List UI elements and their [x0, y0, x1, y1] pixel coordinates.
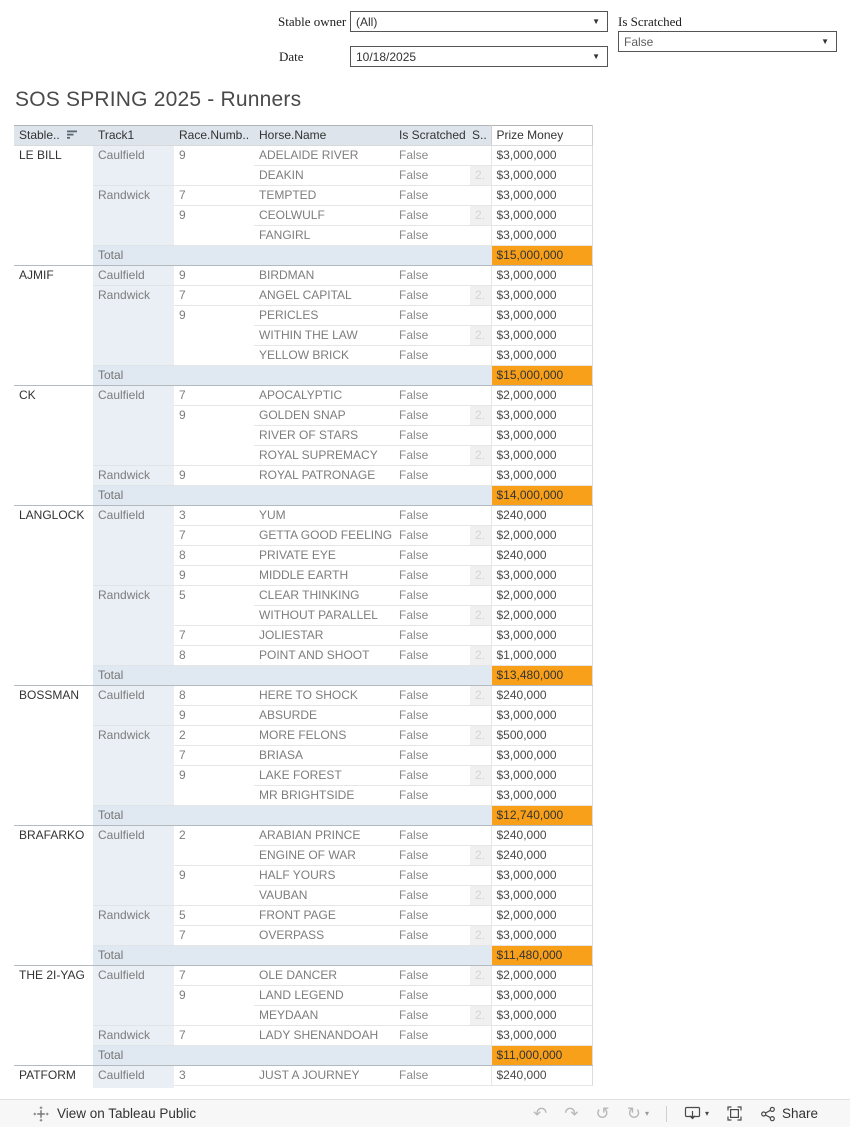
prize-money-cell[interactable]: $2,000,000 — [491, 586, 592, 606]
table-row — [14, 286, 592, 306]
s-cell[interactable]: 2. — [470, 926, 491, 946]
s-cell[interactable] — [470, 746, 491, 766]
race-number-cell[interactable]: 9 — [174, 206, 254, 246]
race-number-cell[interactable]: 7 — [174, 926, 254, 946]
stable-owner-cell[interactable]: BRAFARKO — [14, 826, 93, 966]
is-scratched-cell[interactable]: False — [394, 286, 470, 306]
is-scratched-cell[interactable]: False — [394, 1066, 470, 1086]
prize-money-cell[interactable]: $3,000,000 — [491, 346, 592, 366]
s-cell[interactable] — [470, 306, 491, 326]
is-scratched-cell[interactable]: False — [394, 386, 470, 406]
is-scratched-cell[interactable]: False — [394, 546, 470, 566]
stable-owner-cell[interactable]: BOSSMAN — [14, 686, 93, 826]
horse-name-cell[interactable]: LAND LEGEND — [254, 986, 394, 1006]
s-cell[interactable] — [470, 626, 491, 646]
s-cell[interactable] — [470, 866, 491, 886]
column-header-prize-money[interactable]: Prize Money — [491, 126, 592, 146]
prize-money-cell[interactable]: $2,000,000 — [491, 966, 592, 986]
race-number-cell[interactable]: 9 — [174, 466, 254, 486]
is-scratched-cell[interactable]: False — [394, 506, 470, 526]
s-cell[interactable]: 2. — [470, 206, 491, 226]
is-scratched-cell[interactable]: False — [394, 406, 470, 426]
race-number-cell[interactable]: 2 — [174, 826, 254, 866]
column-header-is-scratched[interactable]: Is Scratched — [394, 126, 470, 146]
reset-button[interactable]: ↺ — [595, 1103, 610, 1124]
prize-money-cell[interactable]: $3,000,000 — [491, 166, 592, 186]
s-cell[interactable]: 2. — [470, 446, 491, 466]
race-number-cell[interactable]: 9 — [174, 706, 254, 726]
s-cell[interactable] — [470, 826, 491, 846]
prize-money-cell[interactable]: $3,000,000 — [491, 326, 592, 346]
is-scratched-cell[interactable]: False — [394, 846, 470, 866]
total-prize-cell[interactable]: $11,480,000 — [491, 946, 592, 966]
s-cell[interactable]: 2. — [470, 1006, 491, 1026]
is-scratched-cell[interactable]: False — [394, 606, 470, 626]
track-cell[interactable]: Randwick — [93, 466, 174, 486]
horse-name-cell[interactable]: RIVER OF STARS — [254, 426, 394, 446]
horse-name-cell[interactable]: FANGIRL — [254, 226, 394, 246]
race-number-cell[interactable]: 7 — [174, 526, 254, 546]
horse-name-cell[interactable]: MORE FELONS — [254, 726, 394, 746]
total-row — [14, 1046, 592, 1066]
race-number-cell[interactable]: 7 — [174, 1026, 254, 1046]
is-scratched-cell[interactable]: False — [394, 706, 470, 726]
race-number-cell[interactable]: 9 — [174, 146, 254, 186]
prize-money-cell[interactable]: $3,000,000 — [491, 1006, 592, 1026]
race-number-cell[interactable]: 7 — [174, 626, 254, 646]
track-cell[interactable]: Caulfield — [93, 266, 174, 286]
share-icon — [760, 1106, 776, 1122]
total-row — [14, 946, 592, 966]
table-row — [14, 686, 592, 706]
horse-name-cell[interactable]: BRIASA — [254, 746, 394, 766]
is-scratched-cell[interactable]: False — [394, 926, 470, 946]
total-row — [14, 806, 592, 826]
table-row — [14, 466, 592, 486]
total-row — [14, 366, 592, 386]
s-cell[interactable]: 2. — [470, 526, 491, 546]
horse-name-cell[interactable]: LADY SHENANDOAH — [254, 1026, 394, 1046]
s-cell[interactable]: 2. — [470, 406, 491, 426]
view-on-tableau-public-label: View on Tableau Public — [57, 1106, 197, 1121]
runners-table-container — [14, 125, 593, 1088]
horse-name-cell[interactable]: PERICLES — [254, 306, 394, 326]
is-scratched-cell[interactable]: False — [394, 526, 470, 546]
total-row — [14, 246, 592, 266]
horse-name-cell[interactable]: CEOLWULF — [254, 206, 394, 226]
total-label-cell[interactable]: Total — [93, 946, 491, 966]
total-prize-cell[interactable]: $14,000,000 — [491, 486, 592, 506]
total-label-cell[interactable]: Total — [93, 486, 491, 506]
undo-button[interactable]: ↶ — [532, 1103, 548, 1124]
tableau-toolbar — [0, 1099, 850, 1127]
prize-money-cell[interactable]: $240,000 — [491, 1066, 592, 1086]
prize-cell[interactable] — [491, 1086, 592, 1089]
s-cell[interactable]: 2. — [470, 846, 491, 866]
s-cell[interactable] — [470, 706, 491, 726]
toolbar-divider — [666, 1106, 667, 1122]
race-number-cell[interactable]: 5 — [174, 906, 254, 926]
horse-name-cell[interactable]: PRIVATE EYE — [254, 546, 394, 566]
redo-button[interactable]: ↷ — [564, 1103, 579, 1124]
table-row — [14, 586, 592, 606]
s-cell[interactable] — [470, 586, 491, 606]
is-scratched-cell[interactable]: False — [394, 466, 470, 486]
prize-money-cell[interactable]: $1,000,000 — [491, 646, 592, 666]
horse-name-cell[interactable]: YUM — [254, 506, 394, 526]
table-row — [14, 726, 592, 746]
table-row — [14, 1026, 592, 1046]
is-scratched-cell[interactable]: False — [394, 326, 470, 346]
horse-name-cell[interactable]: ROYAL PATRONAGE — [254, 466, 394, 486]
horse-name-cell[interactable]: ROYAL SUPREMACY — [254, 446, 394, 466]
prize-money-cell[interactable]: $2,000,000 — [491, 906, 592, 926]
column-header-stable[interactable]: Stable.. — [14, 126, 93, 146]
is-scratched-cell[interactable]: False — [394, 986, 470, 1006]
horse-name-cell[interactable]: GETTA GOOD FEELING — [254, 526, 394, 546]
s-cell[interactable]: 2. — [470, 286, 491, 306]
column-header-horse-name[interactable]: Horse.Name — [254, 126, 394, 146]
is-scratched-cell[interactable]: False — [394, 1026, 470, 1046]
caret-down-icon: ▼ — [821, 37, 829, 46]
tableau-logo-icon — [33, 1106, 49, 1122]
s-cell[interactable]: 2. — [470, 886, 491, 906]
s-cell[interactable] — [470, 546, 491, 566]
download-button[interactable] — [684, 1105, 709, 1122]
prize-money-cell[interactable]: $3,000,000 — [491, 886, 592, 906]
s-cell[interactable]: 2. — [470, 646, 491, 666]
s-cell[interactable]: 2. — [470, 726, 491, 746]
s-cell[interactable]: 2. — [470, 326, 491, 346]
is-scratched-cell[interactable]: False — [394, 726, 470, 746]
prize-money-cell[interactable]: $3,000,000 — [491, 406, 592, 426]
prize-money-cell[interactable]: $3,000,000 — [491, 746, 592, 766]
is-scratched-cell[interactable]: False — [394, 966, 470, 986]
s-cell[interactable] — [470, 506, 491, 526]
s-cell[interactable] — [470, 146, 491, 166]
table-row — [14, 506, 592, 526]
caret-down-icon: ▼ — [592, 52, 600, 61]
total-prize-cell[interactable]: $15,000,000 — [491, 366, 592, 386]
horse-name-cell[interactable]: HERE TO SHOCK — [254, 686, 394, 706]
total-label-cell[interactable]: Total — [93, 246, 491, 266]
s-cell[interactable]: 2. — [470, 606, 491, 626]
track-cell[interactable]: Caulfield — [93, 826, 174, 906]
table-header-row — [14, 126, 592, 146]
total-prize-cell[interactable]: $13,480,000 — [491, 666, 592, 686]
total-label-cell[interactable]: Total — [93, 366, 491, 386]
is-scratched-cell[interactable]: False — [394, 626, 470, 646]
is-scratched-cell[interactable]: False — [394, 766, 470, 786]
s-cell[interactable] — [470, 426, 491, 446]
race-number-cell[interactable]: 9 — [174, 406, 254, 466]
total-prize-cell[interactable]: $12,740,000 — [491, 806, 592, 826]
race-number-cell[interactable]: 9 — [174, 306, 254, 366]
s-cell[interactable] — [470, 466, 491, 486]
track-cell[interactable]: Randwick — [93, 186, 174, 246]
horse-name-cell[interactable]: VAUBAN — [254, 886, 394, 906]
is-scratched-cell[interactable]: False — [394, 146, 470, 166]
prize-money-cell[interactable]: $500,000 — [491, 726, 592, 746]
horse-name-cell[interactable]: LAKE FOREST — [254, 766, 394, 786]
horse-name-cell[interactable]: ENGINE OF WAR — [254, 846, 394, 866]
track-cell[interactable]: Caulfield — [93, 146, 174, 186]
prize-money-cell[interactable]: $2,000,000 — [491, 386, 592, 406]
horse-name-cell[interactable]: FRONT PAGE — [254, 906, 394, 926]
sort-descending-icon[interactable] — [66, 129, 78, 140]
stable-owner-cell[interactable]: AJMIF — [14, 266, 93, 386]
horse-name-cell[interactable]: GOLDEN SNAP — [254, 406, 394, 426]
prize-money-cell[interactable]: $3,000,000 — [491, 426, 592, 446]
horse-name-cell[interactable]: CLEAR THINKING — [254, 586, 394, 606]
race-number-cell[interactable]: 3 — [174, 1066, 254, 1086]
total-row — [14, 486, 592, 506]
s-cell[interactable] — [470, 266, 491, 286]
s-cell[interactable]: 2. — [470, 766, 491, 786]
horse-name-cell[interactable]: JOLIESTAR — [254, 626, 394, 646]
prize-money-cell[interactable]: $2,000,000 — [491, 526, 592, 546]
stable-owner-cell[interactable]: LE BILL — [14, 146, 93, 266]
track-cell[interactable]: Randwick — [93, 286, 174, 366]
stable-owner-cell[interactable]: LANGLOCK — [14, 506, 93, 686]
refresh-icon: ↻ — [626, 1103, 641, 1124]
total-row — [14, 666, 592, 686]
total-label-cell[interactable]: Total — [93, 1046, 491, 1066]
track-cell[interactable]: Caulfield — [93, 966, 174, 1026]
track-cell[interactable]: Caulfield — [93, 386, 174, 466]
race-number-cell[interactable]: 7 — [174, 966, 254, 986]
race-number-cell[interactable]: 7 — [174, 286, 254, 306]
prize-money-cell[interactable]: $3,000,000 — [491, 226, 592, 246]
stable-owner-filter-value: (All) — [356, 14, 378, 29]
race-number-cell[interactable]: 9 — [174, 266, 254, 286]
race-number-cell[interactable]: 8 — [174, 646, 254, 666]
race-number-cell[interactable]: 7 — [174, 746, 254, 766]
prize-money-cell[interactable]: $3,000,000 — [491, 146, 592, 166]
total-label-cell[interactable]: Total — [93, 666, 491, 686]
race-number-cell[interactable]: 7 — [174, 186, 254, 206]
page-title: SOS SPRING 2025 - Runners — [15, 88, 302, 111]
race-number-cell[interactable]: 7 — [174, 386, 254, 406]
prize-money-cell[interactable]: $240,000 — [491, 826, 592, 846]
total-prize-cell[interactable]: $11,000,000 — [491, 1046, 592, 1066]
horse-name-cell[interactable]: HALF YOURS — [254, 866, 394, 886]
download-icon — [684, 1105, 701, 1122]
stable-owner-filter-dropdown[interactable] — [350, 11, 608, 32]
horse-name-cell[interactable]: APOCALYPTIC — [254, 386, 394, 406]
s-cell[interactable] — [470, 186, 491, 206]
is-scratched-cell[interactable]: False — [394, 306, 470, 326]
is-scratched-filter-dropdown[interactable] — [618, 31, 837, 52]
is-scratched-cell[interactable]: False — [394, 566, 470, 586]
track-cell[interactable]: Randwick — [93, 586, 174, 666]
s-cell[interactable] — [470, 346, 491, 366]
is-scratched-cell[interactable]: False — [394, 906, 470, 926]
prize-money-cell[interactable]: $2,000,000 — [491, 606, 592, 626]
table-row — [14, 186, 592, 206]
track-cell[interactable]: Randwick — [93, 726, 174, 806]
horse-name-cell[interactable]: DEAKIN — [254, 166, 394, 186]
prize-money-cell[interactable]: $3,000,000 — [491, 986, 592, 1006]
date-filter-dropdown[interactable] — [350, 46, 608, 67]
prize-money-cell[interactable]: $240,000 — [491, 546, 592, 566]
is-scratched-cell[interactable]: False — [394, 446, 470, 466]
is-scratched-cell[interactable]: False — [394, 426, 470, 446]
prize-money-cell[interactable]: $3,000,000 — [491, 306, 592, 326]
table-row — [14, 826, 592, 846]
is-scratched-cell[interactable]: False — [394, 686, 470, 706]
caret-down-icon[interactable]: ▾ — [704, 1109, 709, 1118]
prize-money-cell[interactable]: $3,000,000 — [491, 786, 592, 806]
is-scratched-cell[interactable]: False — [394, 226, 470, 246]
stable-owner-cell[interactable]: PATFORM — [14, 1066, 93, 1089]
track-cell[interactable]: Randwick — [93, 1026, 174, 1046]
caret-down-icon: ▼ — [592, 17, 600, 26]
horse-name-cell[interactable]: YELLOW BRICK — [254, 346, 394, 366]
is-scratched-cell[interactable]: False — [394, 866, 470, 886]
share-label: Share — [781, 1106, 818, 1121]
race-number-cell[interactable]: 5 — [174, 586, 254, 626]
s-cell[interactable] — [470, 386, 491, 406]
horse-name-cell[interactable]: ABSURDE — [254, 706, 394, 726]
race-cell[interactable] — [174, 1086, 254, 1089]
is-scratched-cell[interactable]: False — [394, 266, 470, 286]
is-scratched-cell[interactable]: False — [394, 166, 470, 186]
horse-name-cell[interactable]: POINT AND SHOOT — [254, 646, 394, 666]
track-cell[interactable]: Caulfield — [93, 1066, 174, 1089]
s-cell[interactable]: 2. — [470, 686, 491, 706]
date-filter-label: Date — [279, 49, 304, 64]
s-cell[interactable] — [470, 1026, 491, 1046]
horse-name-cell[interactable]: ANGEL CAPITAL — [254, 286, 394, 306]
race-number-cell[interactable]: 8 — [174, 546, 254, 566]
prize-money-cell[interactable]: $3,000,000 — [491, 706, 592, 726]
table-row — [14, 146, 592, 166]
column-header-race-number[interactable]: Race.Numb.. — [174, 126, 254, 146]
race-number-cell[interactable]: 9 — [174, 566, 254, 586]
table-row — [14, 266, 592, 286]
track-cell[interactable]: Randwick — [93, 906, 174, 946]
refresh-button[interactable] — [626, 1103, 649, 1124]
column-header-s[interactable]: S.. — [470, 126, 491, 146]
prize-money-cell[interactable]: $240,000 — [491, 686, 592, 706]
horse-name-cell[interactable]: MEYDAAN — [254, 1006, 394, 1026]
prize-money-cell[interactable]: $3,000,000 — [491, 266, 592, 286]
prize-money-cell[interactable]: $3,000,000 — [491, 926, 592, 946]
prize-money-cell[interactable]: $3,000,000 — [491, 466, 592, 486]
horse-cell[interactable] — [254, 1086, 394, 1089]
is-scratched-cell[interactable]: False — [394, 206, 470, 226]
prize-money-cell[interactable]: $3,000,000 — [491, 766, 592, 786]
is-scratched-cell[interactable]: False — [394, 786, 470, 806]
table-row — [14, 386, 592, 406]
is-scratched-cell[interactable]: False — [394, 746, 470, 766]
s-cell[interactable] — [470, 986, 491, 1006]
is-scratched-cell[interactable]: False — [394, 346, 470, 366]
race-number-cell[interactable]: 8 — [174, 686, 254, 706]
table-row — [14, 1066, 592, 1086]
s-cell[interactable] — [470, 1066, 491, 1086]
prize-money-cell[interactable]: $3,000,000 — [491, 186, 592, 206]
horse-name-cell[interactable]: MIDDLE EARTH — [254, 566, 394, 586]
prize-money-cell[interactable]: $3,000,000 — [491, 446, 592, 466]
s-cell[interactable]: 2. — [470, 166, 491, 186]
runners-table — [14, 125, 593, 1088]
prize-money-cell[interactable]: $240,000 — [491, 846, 592, 866]
fullscreen-button[interactable] — [726, 1105, 743, 1122]
stable-owner-filter-label: Stable owner — [278, 14, 347, 29]
prize-money-cell[interactable]: $3,000,000 — [491, 866, 592, 886]
prize-money-cell[interactable]: $3,000,000 — [491, 566, 592, 586]
prize-money-cell[interactable]: $3,000,000 — [491, 206, 592, 226]
is-scratched-cell[interactable]: False — [394, 586, 470, 606]
prize-money-cell[interactable]: $240,000 — [491, 506, 592, 526]
column-header-track[interactable]: Track1 — [93, 126, 174, 146]
is-scratched-cell[interactable]: False — [394, 646, 470, 666]
horse-name-cell[interactable]: TEMPTED — [254, 186, 394, 206]
prize-money-cell[interactable]: $3,000,000 — [491, 286, 592, 306]
track-cell[interactable]: Caulfield — [93, 686, 174, 726]
horse-name-cell[interactable]: OVERPASS — [254, 926, 394, 946]
s-cell[interactable] — [470, 906, 491, 926]
horse-name-cell[interactable]: ADELAIDE RIVER — [254, 146, 394, 166]
date-filter-value: 10/18/2025 — [356, 49, 417, 64]
is-scratched-cell[interactable]: False — [394, 186, 470, 206]
prize-money-cell[interactable]: $3,000,000 — [491, 1026, 592, 1046]
is-scratched-cell[interactable]: False — [394, 1006, 470, 1026]
s-cell[interactable] — [470, 226, 491, 246]
table-row — [14, 906, 592, 926]
s-cell[interactable]: 2. — [470, 966, 491, 986]
race-number-cell[interactable]: 9 — [174, 866, 254, 906]
race-number-cell[interactable]: 3 — [174, 506, 254, 526]
horse-name-cell[interactable]: ARABIAN PRINCE — [254, 826, 394, 846]
horse-name-cell[interactable]: WITHOUT PARALLEL — [254, 606, 394, 626]
is-scratched-cell[interactable]: False — [394, 886, 470, 906]
horse-name-cell[interactable]: JUST A JOURNEY — [254, 1066, 394, 1086]
total-prize-cell[interactable]: $15,000,000 — [491, 246, 592, 266]
table-row — [14, 966, 592, 986]
is-scratched-filter-value: False — [624, 34, 654, 49]
s-cell[interactable]: 2. — [470, 566, 491, 586]
is-scratched-filter-label: Is Scratched — [618, 14, 682, 29]
stable-owner-cell[interactable]: CK — [14, 386, 93, 506]
race-number-cell[interactable]: 9 — [174, 986, 254, 1026]
share-button[interactable] — [760, 1106, 818, 1122]
race-number-cell[interactable]: 2 — [174, 726, 254, 746]
race-number-cell[interactable]: 9 — [174, 766, 254, 806]
scratched-cell[interactable] — [394, 1086, 470, 1089]
horse-name-cell[interactable]: WITHIN THE LAW — [254, 326, 394, 346]
is-scratched-cell[interactable]: False — [394, 826, 470, 846]
caret-down-icon[interactable]: ▾ — [644, 1109, 649, 1118]
s-cell[interactable] — [470, 1086, 491, 1089]
stable-owner-cell[interactable]: THE 2I-YAG — [14, 966, 93, 1066]
s-cell[interactable] — [470, 786, 491, 806]
track-cell[interactable]: Caulfield — [93, 506, 174, 586]
horse-name-cell[interactable]: MR BRIGHTSIDE — [254, 786, 394, 806]
total-label-cell[interactable]: Total — [93, 806, 491, 826]
view-on-tableau-public-button[interactable] — [33, 1106, 196, 1122]
horse-name-cell[interactable]: BIRDMAN — [254, 266, 394, 286]
prize-money-cell[interactable]: $3,000,000 — [491, 626, 592, 646]
horse-name-cell[interactable]: OLE DANCER — [254, 966, 394, 986]
